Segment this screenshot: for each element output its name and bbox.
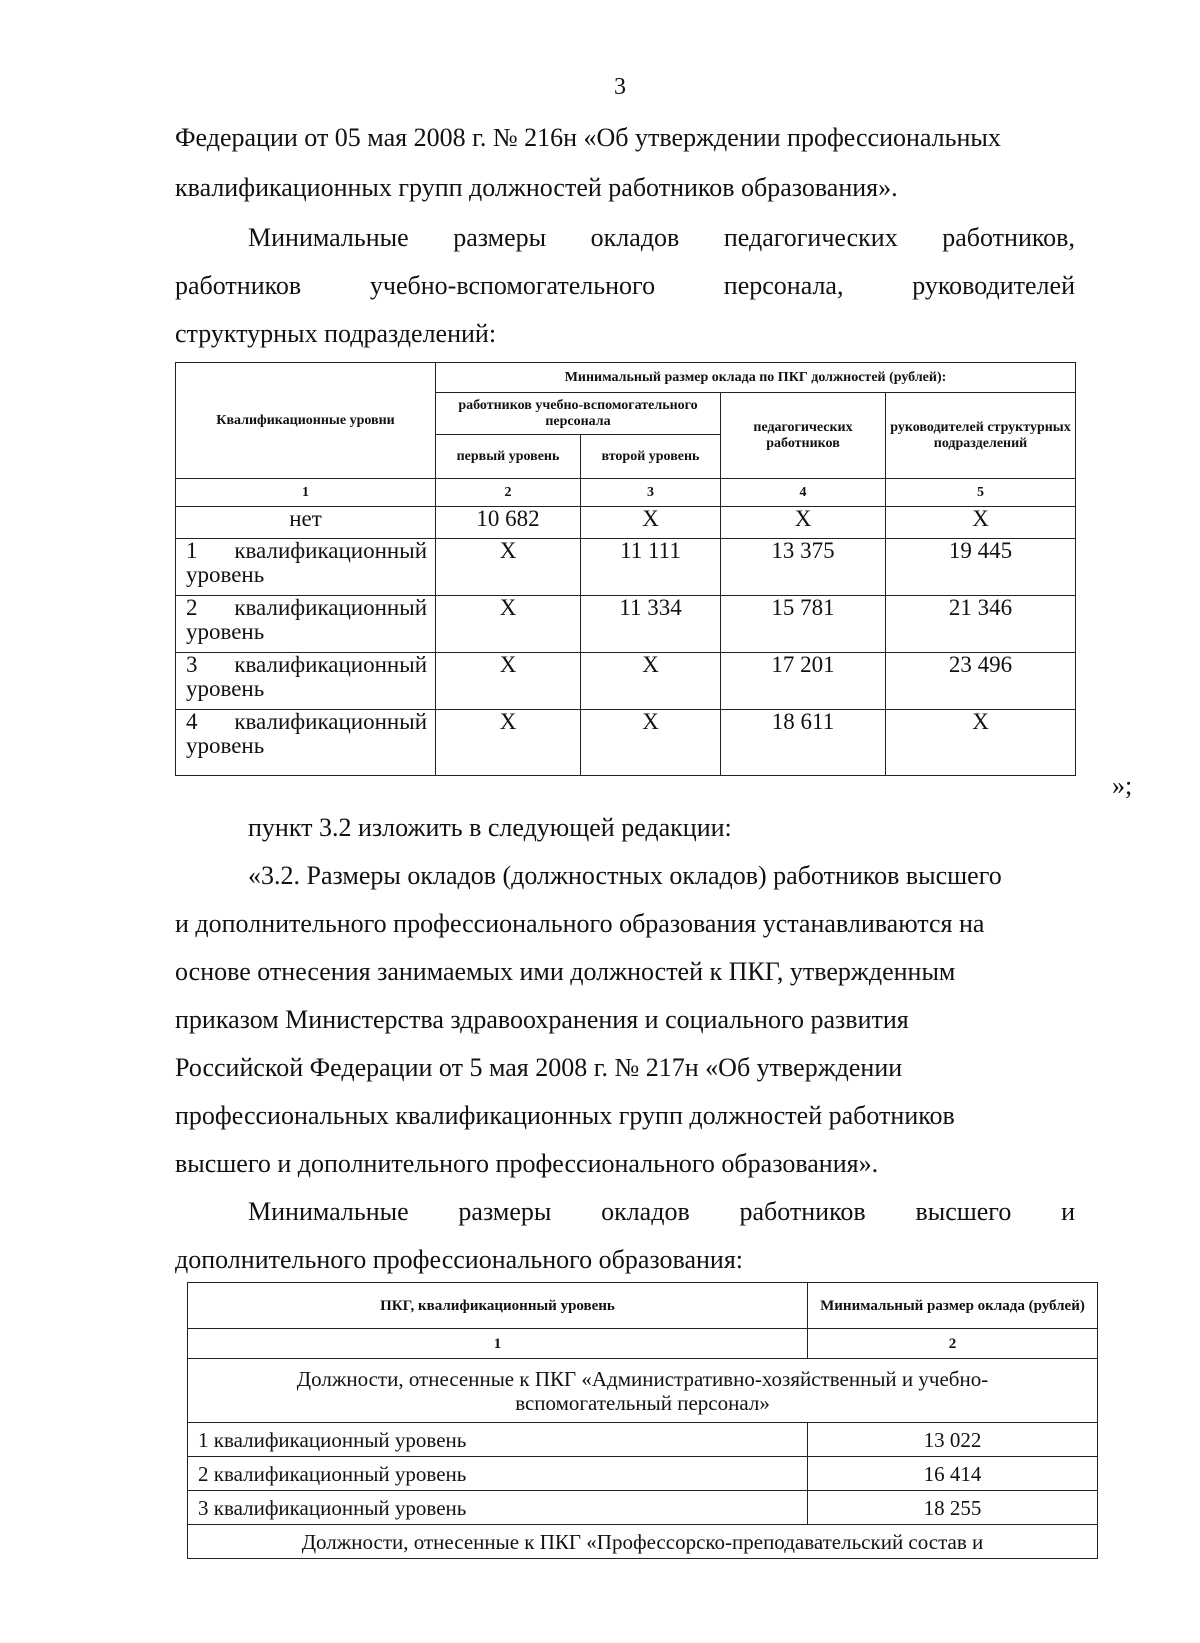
table-row xyxy=(176,653,1076,710)
level-cell: нет xyxy=(176,507,436,539)
body-line-3: и дополнительного профессионального образования устанавливаются на xyxy=(175,909,985,938)
level-tail: уровень xyxy=(186,733,265,758)
column-index: 3 xyxy=(581,479,721,507)
word: размеры xyxy=(453,223,547,252)
group-heading: Должности, отнесенные к ПКГ «Профессорско-преподавательский состав и xyxy=(188,1525,1098,1559)
value-cell: 11 111 xyxy=(581,539,721,596)
para1-line-1 xyxy=(248,222,1075,254)
table-row xyxy=(188,1457,1098,1491)
table-row xyxy=(176,507,1076,539)
column-index: 1 xyxy=(176,479,436,507)
level-tail: уровень xyxy=(186,619,265,644)
column-index: 2 xyxy=(436,479,581,507)
table-row xyxy=(188,1491,1098,1525)
para1-line-2 xyxy=(175,270,1075,302)
level-cell xyxy=(176,539,436,596)
level-cell: 2 квалификационный уровень xyxy=(188,1457,808,1491)
body-line-4: основе отнесения занимаемых ими должностей к ПКГ, утвержденным xyxy=(175,957,956,986)
header-heads: руководителей структурных подразделений xyxy=(886,393,1076,479)
level-number: 2 xyxy=(186,595,198,620)
column-index: 2 xyxy=(808,1329,1098,1359)
value-cell: 11 334 xyxy=(581,596,721,653)
value-cell: X xyxy=(436,596,581,653)
word: Минимальные xyxy=(248,1197,409,1226)
value-cell: X xyxy=(436,710,581,776)
level-cell: 3 квалификационный уровень xyxy=(188,1491,808,1525)
value-cell: X xyxy=(886,507,1076,539)
value-cell: 16 414 xyxy=(808,1457,1098,1491)
body-line-1: пункт 3.2 изложить в следующей редакции: xyxy=(248,813,732,842)
level-number: 1 xyxy=(186,538,198,563)
word: Минимальные xyxy=(248,223,409,252)
level-cell xyxy=(176,710,436,776)
value-cell: 15 781 xyxy=(721,596,886,653)
value-cell: X xyxy=(581,507,721,539)
value-cell: 18 611 xyxy=(721,710,886,776)
value-cell: X xyxy=(581,653,721,710)
word: работников, xyxy=(942,223,1075,252)
closing-quote: »; xyxy=(1112,771,1133,800)
value-cell: X xyxy=(581,710,721,776)
column-index: 1 xyxy=(188,1329,808,1359)
value-cell: 13 375 xyxy=(721,539,886,596)
word: педагогических xyxy=(723,223,898,252)
level-word: квалификационный xyxy=(234,595,427,620)
page-number: 3 xyxy=(614,74,626,100)
header-ped: педагогических работников xyxy=(721,393,886,479)
level-tail: уровень xyxy=(186,676,265,701)
word: высшего xyxy=(915,1197,1012,1226)
value-cell: 21 346 xyxy=(886,596,1076,653)
word: работников xyxy=(175,271,302,300)
body-line-8: высшего и дополнительного профессионального образования». xyxy=(175,1149,879,1178)
body-line-2: «3.2. Размеры окладов (должностных окладов) работников высшего xyxy=(248,861,1002,890)
level-cell: 1 квалификационный уровень xyxy=(188,1423,808,1457)
word: окладов xyxy=(590,223,680,252)
value-cell: X xyxy=(436,653,581,710)
level-cell xyxy=(176,653,436,710)
level-tail: уровень xyxy=(186,562,265,587)
header-min-salary: Минимальный размер оклада по ПКГ должностей (рублей): xyxy=(436,363,1076,393)
word: и xyxy=(1061,1197,1075,1226)
value-cell: 19 445 xyxy=(886,539,1076,596)
body-line-5: приказом Министерства здравоохранения и социального развития xyxy=(175,1005,909,1034)
table-row xyxy=(176,710,1076,776)
salary-table-2 xyxy=(187,1282,1098,1559)
value-cell: X xyxy=(436,539,581,596)
level-word: квалификационный xyxy=(234,709,427,734)
salary-table-1 xyxy=(175,362,1076,776)
value-cell: 10 682 xyxy=(436,507,581,539)
word: руководителей xyxy=(912,271,1075,300)
value-cell: 23 496 xyxy=(886,653,1076,710)
level-number: 3 xyxy=(186,652,198,677)
level-word: квалификационный xyxy=(234,538,427,563)
value-cell: 13 022 xyxy=(808,1423,1098,1457)
word: работников xyxy=(739,1197,866,1226)
header-uvp: работников учебно-вспомогательного персонала xyxy=(436,393,721,435)
word: персонала, xyxy=(723,271,844,300)
body-line-7: профессиональных квалификационных групп должностей работников xyxy=(175,1101,955,1130)
body-line-6: Российской Федерации от 5 мая 2008 г. № 217н «Об утверждении xyxy=(175,1053,903,1082)
table-row xyxy=(188,1423,1098,1457)
header-second-level: второй уровень xyxy=(581,435,721,479)
group-heading: Должности, отнесенные к ПКГ «Административно-хозяйственный и учебно-вспомогательный персонал» xyxy=(188,1359,1098,1423)
table-row xyxy=(188,1359,1098,1423)
header-pkg-level: ПКГ, квалификационный уровень xyxy=(188,1283,808,1329)
intro-line-2: квалификационных групп должностей работников образования». xyxy=(175,173,898,202)
para2-line-2: дополнительного профессионального образования: xyxy=(175,1245,744,1274)
intro-line-1: Федерации от 05 мая 2008 г. № 216н «Об утверждении профессиональных xyxy=(175,123,1001,152)
header-levels: Квалификационные уровни xyxy=(176,363,436,479)
value-cell: X xyxy=(721,507,886,539)
level-word: квалификационный xyxy=(234,652,427,677)
value-cell: 17 201 xyxy=(721,653,886,710)
value-cell: 18 255 xyxy=(808,1491,1098,1525)
header-first-level: первый уровень xyxy=(436,435,581,479)
value-cell: X xyxy=(886,710,1076,776)
para1-line-3: структурных подразделений: xyxy=(175,319,497,348)
level-number: 4 xyxy=(186,709,198,734)
table-row xyxy=(176,539,1076,596)
table-row xyxy=(176,596,1076,653)
table-row xyxy=(188,1525,1098,1559)
column-index: 4 xyxy=(721,479,886,507)
word: размеры xyxy=(458,1197,552,1226)
para2-line-1 xyxy=(248,1196,1075,1228)
column-index: 5 xyxy=(886,479,1076,507)
header-min-salary: Минимальный размер оклада (рублей) xyxy=(808,1283,1098,1329)
word: учебно-вспомогательного xyxy=(369,271,656,300)
word: окладов xyxy=(601,1197,690,1226)
level-cell xyxy=(176,596,436,653)
